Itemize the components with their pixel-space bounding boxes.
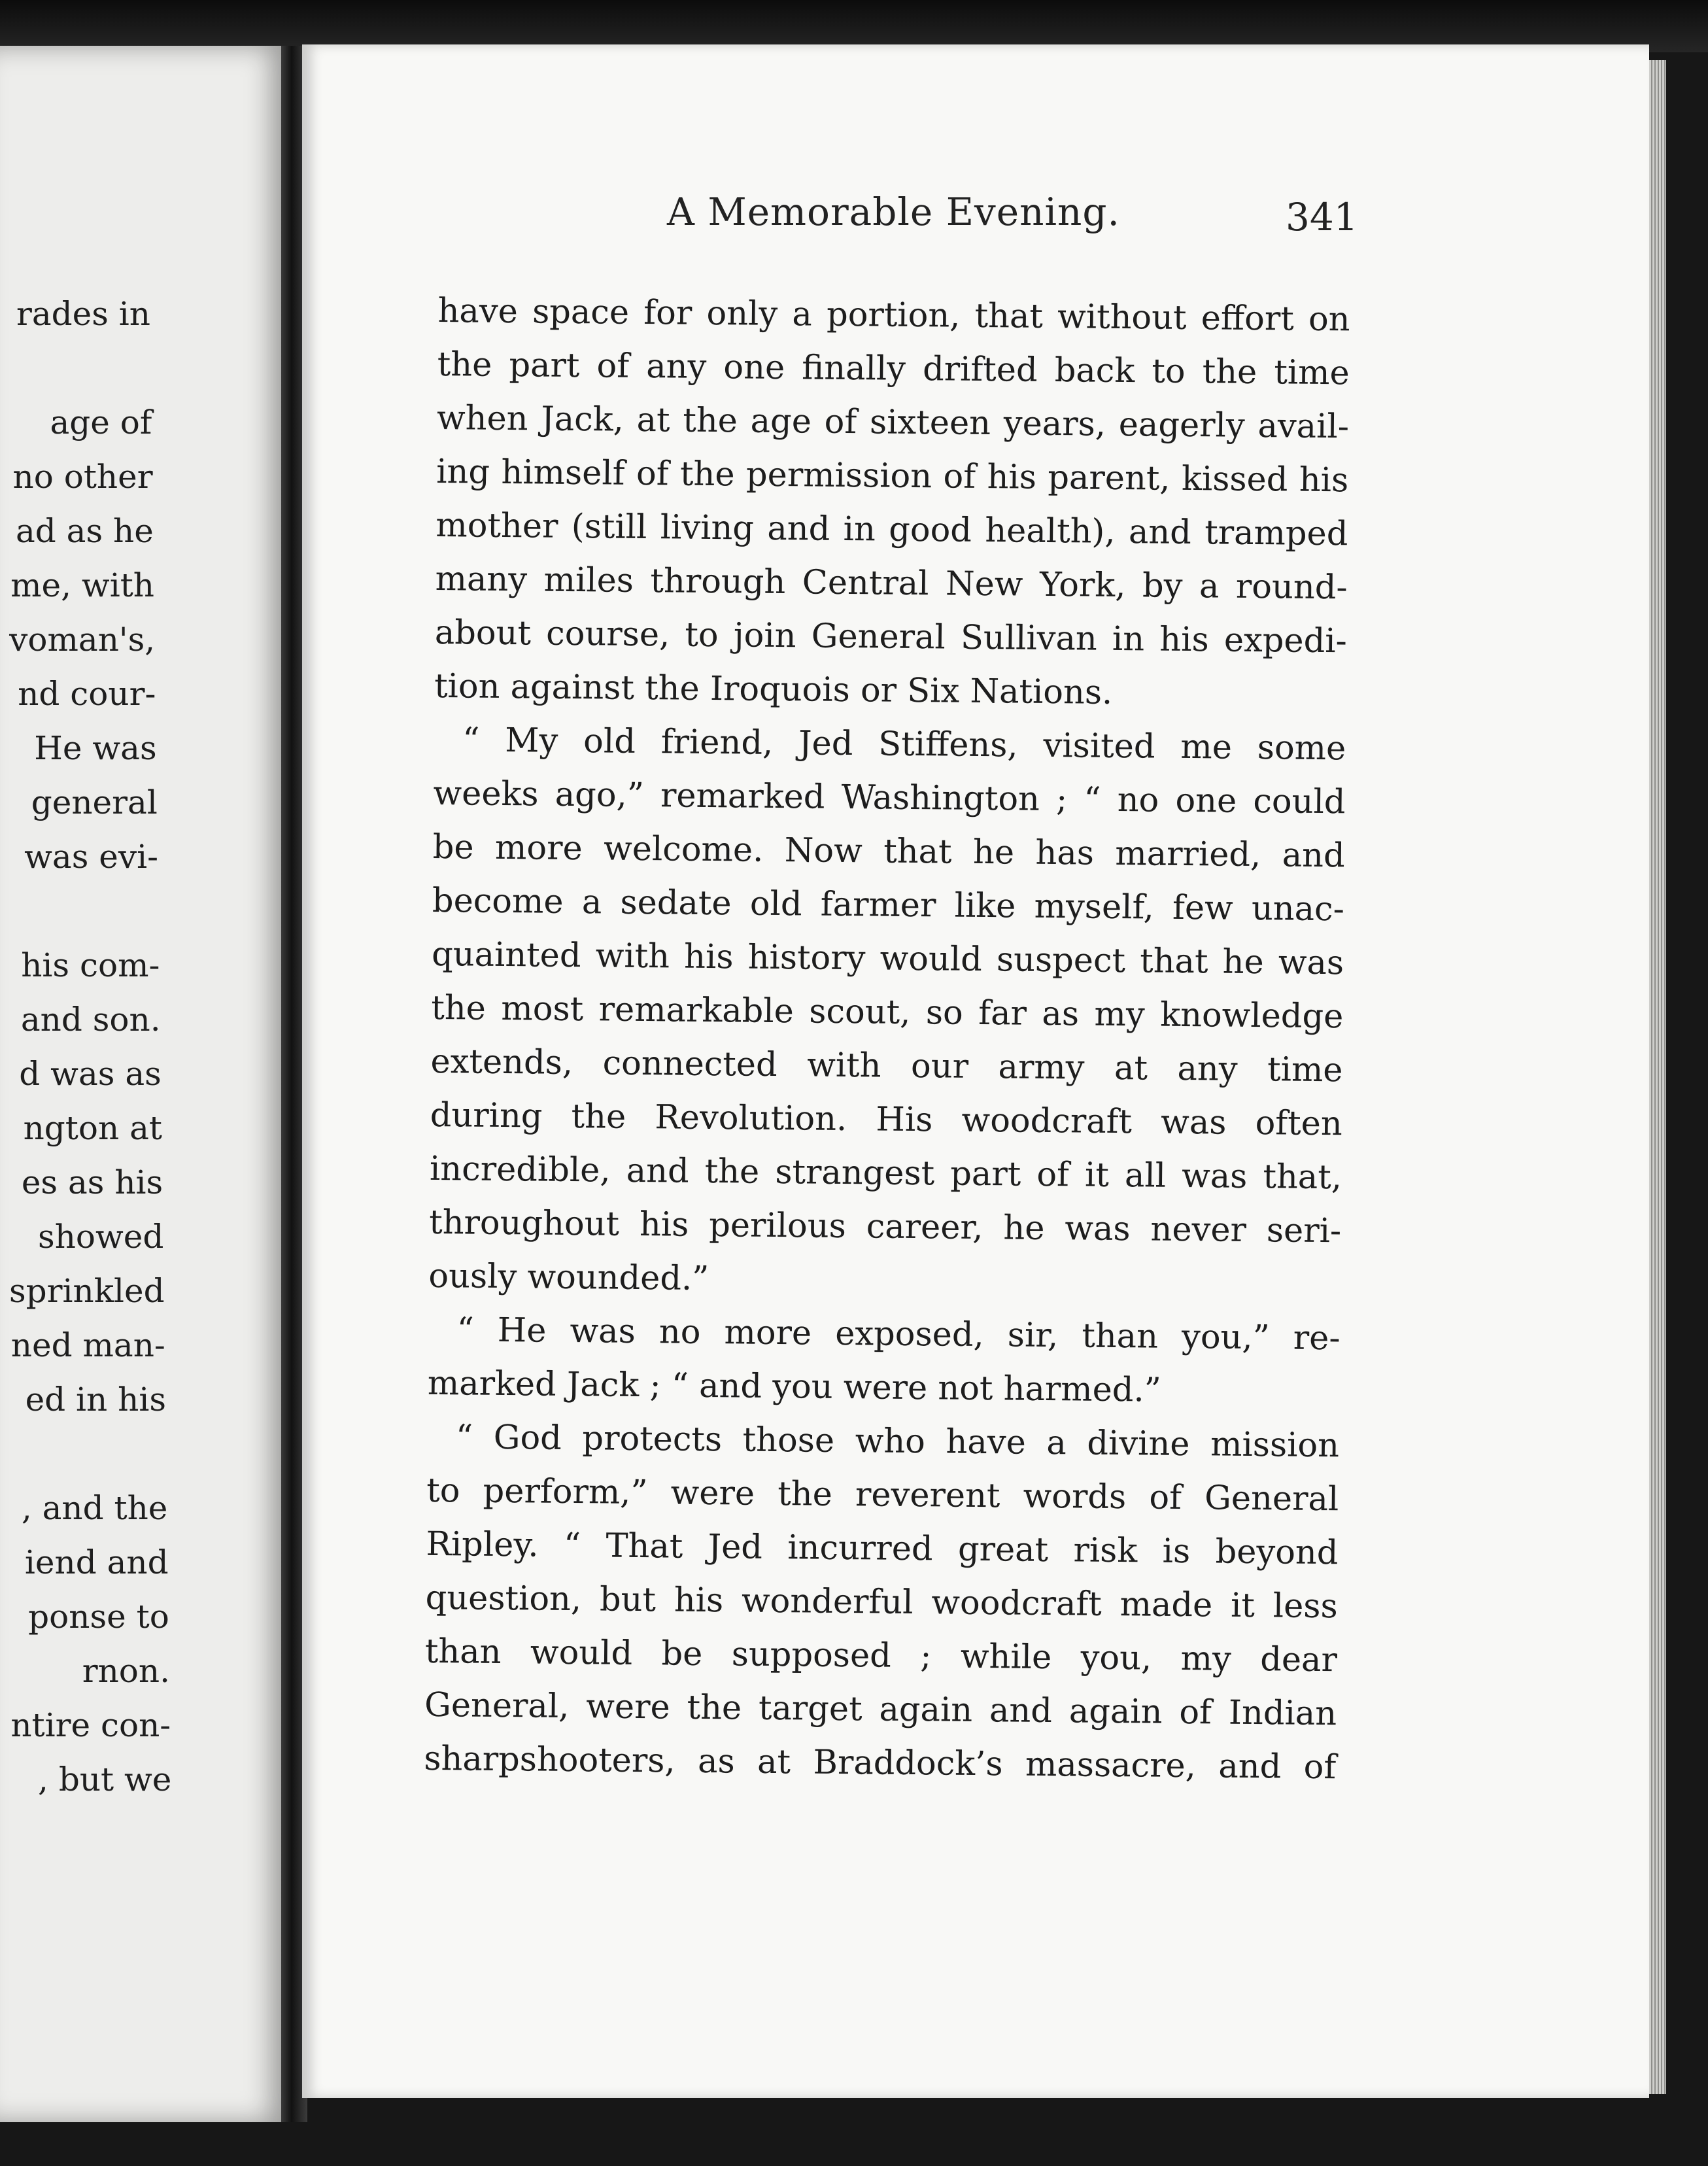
text-line: the most remarkable scout, so far as my knowledge <box>431 988 1344 1037</box>
page-number: 341 <box>1286 195 1358 239</box>
text-line: become a sedate old farmer like myself, few unac- <box>432 881 1345 929</box>
left-page-line-fragment: iend and <box>24 1543 169 1581</box>
text-line: during the Revolution. His woodcraft was often <box>430 1095 1343 1144</box>
text-line: about course, to join General Sullivan in his expedi- <box>434 613 1348 661</box>
left-page-line-fragment: no other <box>12 458 153 496</box>
text-line: Ripley. “ That Jed incurred great risk is beyond <box>426 1524 1339 1573</box>
text-line: when Jack, at the age of sixteen years, eagerly avail- <box>436 398 1350 447</box>
left-page-line-fragment: general <box>31 783 158 821</box>
left-page-line-fragment: , and the <box>21 1489 168 1527</box>
text-line: weeks ago,” remarked Washington ; “ no one could <box>433 774 1346 822</box>
left-page-line-fragment: ned man- <box>10 1326 165 1364</box>
text-line: throughout his perilous career, he was never seri- <box>428 1203 1342 1251</box>
left-page-line-fragment: , but we <box>38 1761 172 1798</box>
left-page-line-fragment: d was as <box>19 1055 162 1093</box>
left-page-line-fragment: me, with <box>10 566 154 604</box>
text-line: “ God protects those who have a divine mission <box>455 1418 1340 1466</box>
text-line: General, were the target again and again of Indian <box>424 1685 1337 1734</box>
text-line: quainted with his history would suspect that he was <box>431 935 1344 983</box>
left-page-line-fragment: rades in <box>16 295 150 333</box>
text-line: sharpshooters, as at Braddock’s massacre, and of <box>424 1739 1337 1787</box>
left-page-line-fragment: ntire con- <box>10 1706 171 1744</box>
left-page-line-fragment: and son. <box>20 1001 161 1039</box>
text-line: question, but his wonderful woodcraft made it less <box>425 1578 1338 1626</box>
left-page-line-fragment: age of <box>50 404 152 441</box>
left-page-line-fragment: his com- <box>21 946 160 984</box>
running-head: A Memorable Evening. <box>667 190 1120 234</box>
text-line: the part of any one finally drifted back to the time <box>437 345 1350 393</box>
text-line: ously wounded.” <box>428 1256 709 1299</box>
left-page-line-fragment: ad as he <box>15 512 154 550</box>
body-text <box>424 284 1350 1795</box>
page-edges <box>1649 60 1666 2094</box>
text-line: be more welcome. Now that he has married, and <box>432 827 1345 876</box>
text-line: tion against the Iroquois or Six Nations. <box>434 666 1113 712</box>
left-page-line-fragment: sprinkled <box>9 1272 165 1310</box>
text-line: ing himself of the permission of his parent, kissed his <box>436 452 1349 500</box>
left-page-line-fragment: ed in his <box>25 1381 166 1418</box>
left-page <box>0 46 291 2122</box>
left-page-line-fragment: rnon. <box>82 1652 170 1690</box>
left-page-line-fragment: ponse to <box>28 1598 169 1636</box>
text-line: “ He was no more exposed, sir, than you,” re- <box>456 1311 1341 1358</box>
left-page-line-fragment: showed <box>38 1218 164 1256</box>
left-page-line-fragment: nd cour- <box>18 675 156 713</box>
left-page-line-fragment: ngton at <box>23 1109 162 1147</box>
text-line: extends, connected with our army at any time <box>430 1042 1343 1090</box>
text-line: have space for only a portion, that without effort on <box>437 291 1350 339</box>
text-line: mother (still living and in good health), and tramped <box>436 506 1348 554</box>
text-line: incredible, and the strangest part of it all was that, <box>429 1149 1342 1197</box>
left-page-line-fragment: voman's, <box>9 621 156 659</box>
text-line: to perform,” were the reverent words of General <box>426 1471 1339 1519</box>
left-page-line-fragment: was evi- <box>24 838 158 876</box>
left-page-line-fragment: es as his <box>21 1163 163 1201</box>
left-page-line-fragment: He was <box>34 729 157 767</box>
text-line: marked Jack ; “ and you were not harmed.” <box>427 1364 1162 1410</box>
text-line: “ My old friend, Jed Stiffens, visited me some <box>462 721 1346 768</box>
text-line: than would be supposed ; while you, my dear <box>424 1632 1338 1680</box>
text-line: many miles through Central New York, by a round- <box>435 559 1348 608</box>
